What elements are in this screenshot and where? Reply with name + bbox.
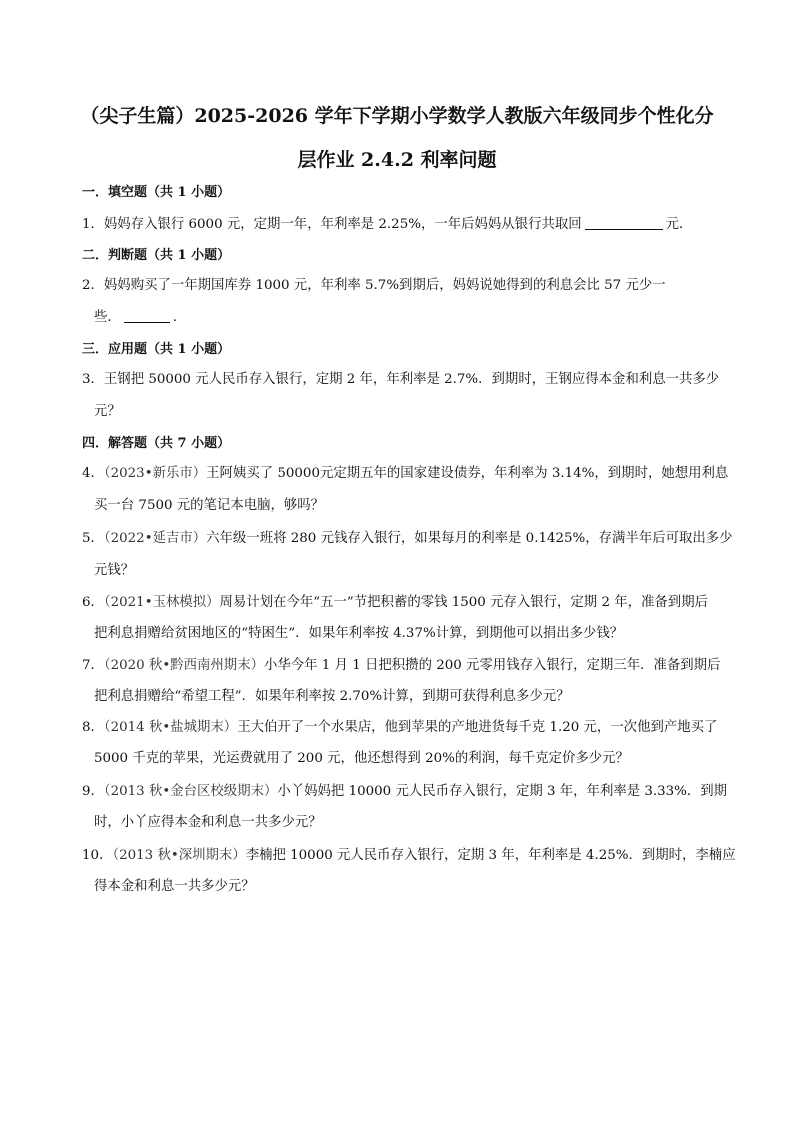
question-text: 妈妈存入银行 6000 元，定期一年，年利率是 2.25%，一年后妈妈从银行共取回: [103, 217, 582, 232]
question-end: ．: [172, 310, 187, 325]
question-number: 1．: [82, 217, 104, 232]
question-9-continued: 时，小丫应得本金和利息一共多少元？: [94, 815, 322, 830]
question-number: 10．: [82, 848, 113, 863]
section-heading-fill-blank: 一．填空题（共 1 小题）: [82, 185, 231, 200]
question-6-continued: 把利息捐赠给贫困地区的“特困生”．如果年利率按 4.37%计算，到期他可以捐出多少钱？: [94, 626, 624, 641]
question-10: [82, 846, 736, 866]
question-7-continued: 把利息捐赠给“希望工程”．如果年利率按 2.70%计算，到期可获得利息多少元？: [94, 689, 570, 704]
question-source: （2014 秋•盐城期末）: [103, 720, 238, 735]
question-number: 8．: [82, 720, 104, 735]
question-number: 2．: [82, 278, 104, 293]
document-title-line-1: （尖子生篇）2025-2026 学年下学期小学数学人教版六年级同步个性化分: [80, 105, 714, 127]
question-source: （2021•玉林模拟）: [103, 595, 220, 610]
question-4: [82, 464, 728, 484]
section-heading-application: 三．应用题（共 1 小题）: [82, 342, 231, 357]
question-number: 3．: [82, 372, 104, 387]
question-8-continued: 5000 千克的苹果，光运费就用了 200 元，他还想得到 20%的利润，每千克定价多少元？: [94, 751, 629, 766]
question-3-continued: 元？: [94, 404, 121, 419]
question-text: 李楠把 10000 元人民币存入银行，定期 3 年，年利率是 4.25%．到期时，李楠应: [245, 848, 736, 863]
question-6: [82, 593, 708, 613]
question-number: 5．: [82, 531, 104, 546]
question-text: 周易计划在今年“五一”节把积蓄的零钱 1500 元存入银行，定期 2 年，准备到期后: [219, 595, 708, 610]
question-source: （2013 秋•金台区校级期末）: [103, 784, 278, 799]
answer-blank[interactable]: [585, 215, 663, 230]
question-number: 7．: [82, 658, 104, 673]
question-4-continued: 买一台 7500 元的笔记本电脑，够吗？: [94, 498, 325, 513]
question-text: 小丫妈妈把 10000 元人民币存入银行，定期 3 年，年利率是 3.33%．到期: [277, 784, 728, 799]
section-heading-solve: 四．解答题（共 7 小题）: [82, 436, 231, 451]
question-2-continued: [94, 308, 186, 328]
question-source: （2022•延吉市）: [103, 531, 207, 546]
question-5: [82, 529, 733, 549]
question-number: 9．: [82, 784, 104, 799]
question-number: 6．: [82, 595, 104, 610]
question-number: 4．: [82, 466, 104, 481]
section-heading-true-false: 二．判断题（共 1 小题）: [82, 248, 231, 263]
question-text: 王阿姨买了 50000元定期五年的国家建设债券，年利率为 3.14%，到期时，她想用利息: [206, 466, 729, 481]
question-text: 王大伯开了一个水果店，他到苹果的产地进货每千克 1.20 元，一次他到产地买了: [237, 720, 718, 735]
question-text: 小华今年 1 月 1 日把积攒的 200 元零用钱存入银行，定期三年．准备到期后: [263, 658, 721, 673]
question-8: [82, 718, 717, 738]
question-unit: 元．: [665, 217, 693, 232]
question-text: 六年级一班将 280 元钱存入银行，如果每月的利率是 0.1425%，存满半年后可取出多少: [206, 531, 733, 546]
answer-blank[interactable]: [124, 308, 170, 323]
question-7: [82, 656, 720, 676]
question-source: （2013 秋•深圳期末）: [112, 848, 246, 863]
question-9: [82, 782, 727, 802]
question-3: [82, 370, 719, 390]
question-source: （2023•新乐市）: [103, 466, 207, 481]
question-5-continued: 元钱？: [94, 563, 135, 578]
question-1: [82, 215, 692, 235]
question-10-continued: 得本金和利息一共多少元？: [94, 879, 255, 894]
question-source: （2020 秋•黔西南州期末）: [103, 658, 264, 673]
document-title-line-2: 层作业 2.4.2 利率问题: [297, 149, 497, 171]
question-text: 妈妈购买了一年期国库券 1000 元，年利率 5.7%到期后，妈妈说她得到的利息会比 57 元少一: [103, 278, 666, 293]
question-text-continued: 些．: [94, 310, 121, 325]
question-text: 王钢把 50000 元人民币存入银行，定期 2 年，年利率是 2.7%．到期时，王钢应得本金和利息一共多少: [103, 372, 720, 387]
question-2: [82, 276, 666, 296]
